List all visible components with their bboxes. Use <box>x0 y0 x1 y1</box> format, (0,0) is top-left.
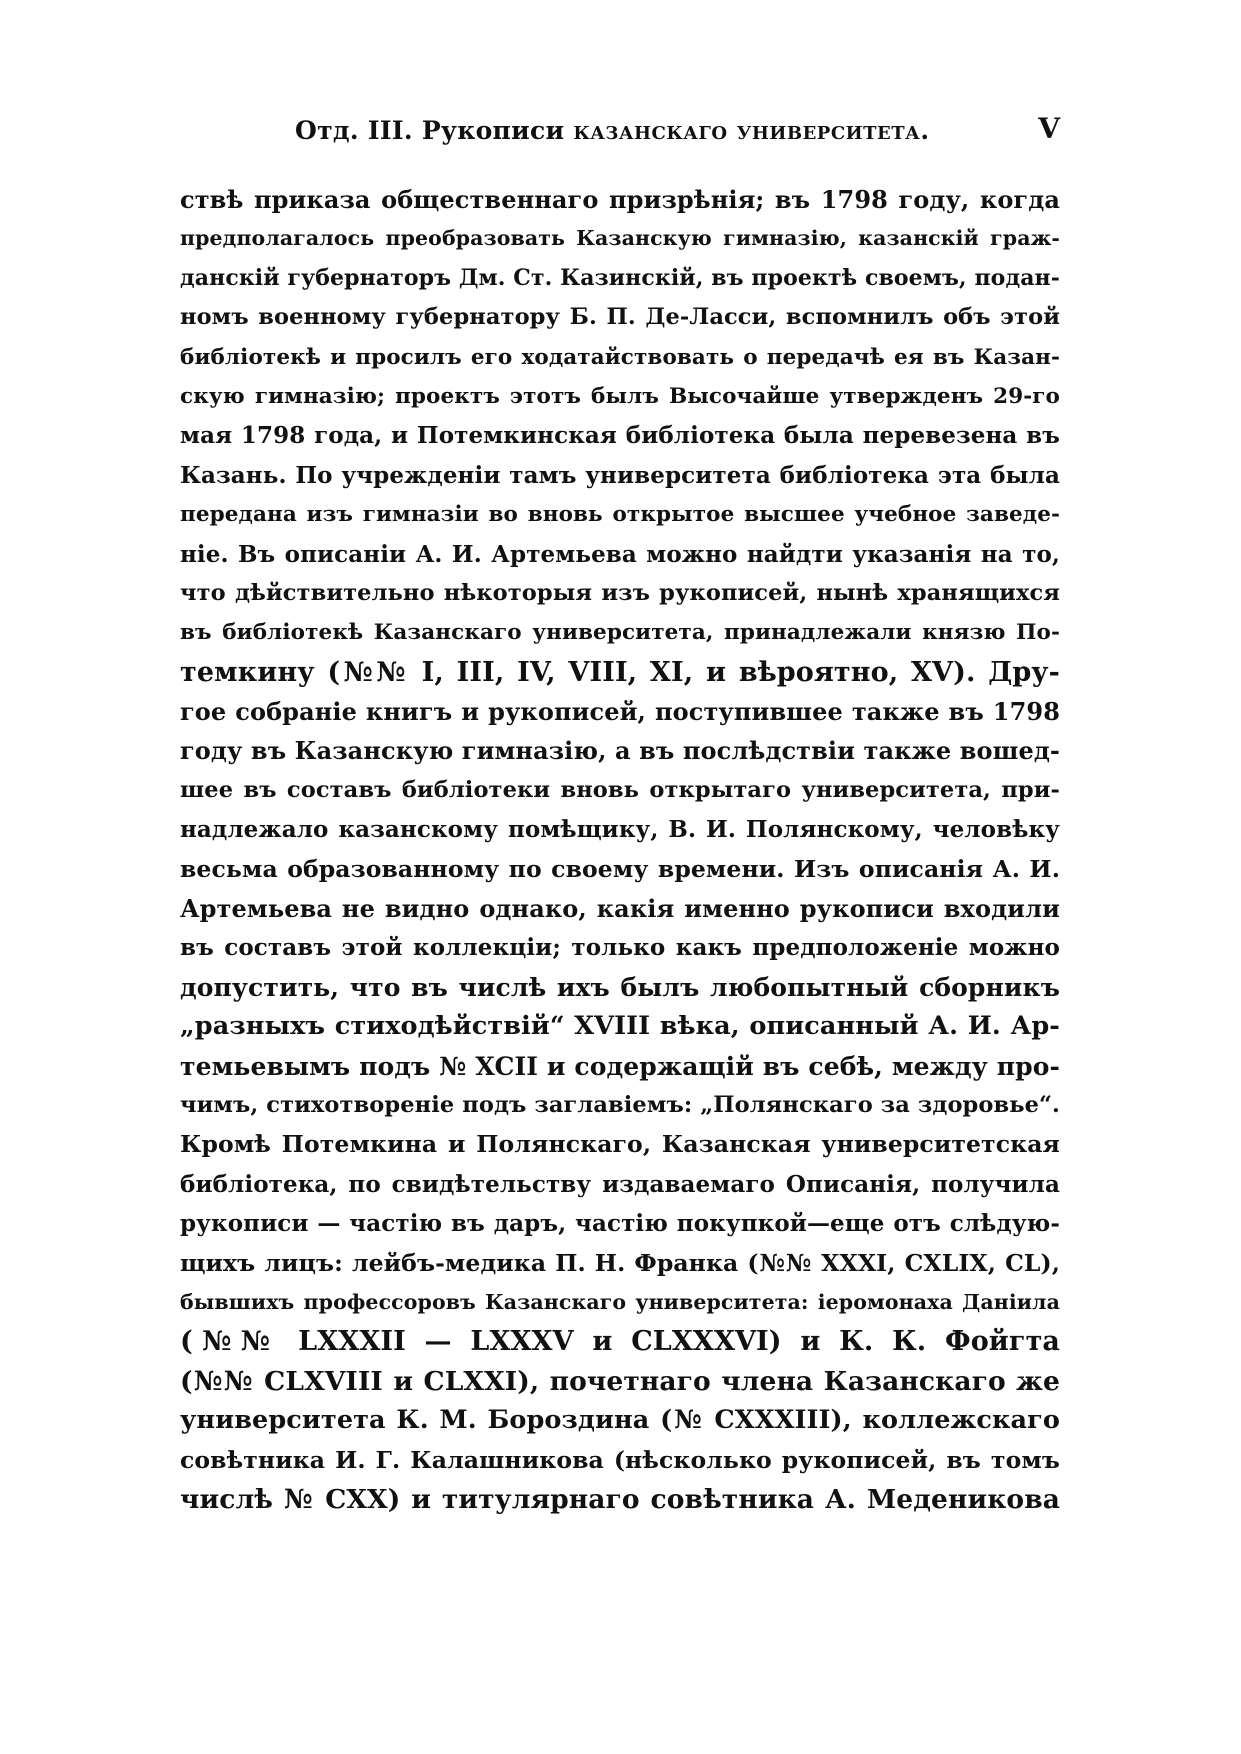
text-line: мая 1798 года, и Потемкинская библіотека была перевезена въ <box>180 422 1060 450</box>
page-number: V <box>1038 112 1060 145</box>
text-line: передана изъ гимназіи во вновь открытое высшее учебное заведе- <box>180 502 1060 528</box>
text-line: предполагалось преобразовать Казанскую гимназію, казанскій граж- <box>180 226 1060 251</box>
text-line: гое собраніе книгъ и рукописей, поступившее также въ 1798 <box>180 697 1060 727</box>
text-line: ніе. Въ описаніи А. И. Артемьева можно найдти указанія на то, <box>180 540 1060 568</box>
text-line: что дѣйствительно нѣкоторыя изъ рукописей, нынѣ хранящихся <box>180 579 1060 606</box>
text-line: Кромѣ Потемкина и Полянскаго, Казанская университетская <box>180 1130 1060 1159</box>
text-line: номъ военному губернатору Б. П. Де-Ласси, вспомнилъ объ этой <box>180 304 1060 331</box>
text-line: рукописи — частію въ даръ, частію покупкой—еще отъ слѣдую- <box>180 1210 1060 1238</box>
text-line: библіотека, по свидѣтельству издаваемаго Описанія, получила <box>180 1170 1060 1198</box>
text-line: шее въ составъ библіотеки вновь открытаго университета, при- <box>180 776 1060 803</box>
text-line: въ составъ этой коллекціи; только какъ предположеніе можно <box>180 934 1060 962</box>
text-line: совѣтника И. Г. Калашникова (нѣсколько рукописей, въ томъ <box>180 1445 1060 1474</box>
text-line: надлежало казанскому помѣщику, В. И. Полянскому, человѣку <box>180 816 1060 844</box>
text-line: (№№ LXXXII — LXXXV и CLXXXVI) и К. К. Фойгта <box>180 1326 1060 1358</box>
text-line: весьма образованному по своему времени. Изъ описанія А. И. <box>180 854 1060 883</box>
text-line: чимъ, стихотвореніе подъ заглавіемъ: „Полянскаго за здоровье“. <box>180 1091 1060 1118</box>
text-line: данскій губернаторъ Дм. Ст. Казинскій, въ проектѣ своемъ, подан- <box>180 264 1060 291</box>
text-line: темкину (№№ I, III, IV, VIII, XI, и вѣроятно, XV). Дру- <box>180 656 1060 688</box>
text-line: ствѣ приказа общественнаго призрѣнія; въ 1798 году, когда <box>180 185 1060 214</box>
text-line: числѣ № CXX) и титулярнаго совѣтника А. Меденикова <box>180 1483 1060 1515</box>
running-title <box>295 116 930 145</box>
text-line: Казань. По учрежденіи тамъ университета библіотека эта была <box>180 461 1060 489</box>
text-line: библіотекѣ и просилъ его ходатайствовать о передачѣ ея въ Казан- <box>180 344 1060 370</box>
text-line: щихъ лицъ: лейбъ-медика П. Н. Франка (№№ XXXI, CXLIX, CL), <box>180 1248 1060 1277</box>
text-line: допустить, что въ числѣ ихъ былъ любопытный сборникъ <box>180 972 1060 1002</box>
text-line: Артемьева не видно однако, какія именно рукописи входили <box>180 894 1060 924</box>
body-text <box>180 180 1060 1519</box>
running-head <box>180 112 1060 152</box>
text-line: году въ Казанскую гимназію, а въ послѣдствіи также вошед- <box>180 736 1060 766</box>
text-line: скую гимназію; проектъ этотъ былъ Высочайше утвержденъ 29-го <box>180 383 1060 409</box>
text-line: бывшихъ профессоровъ Казанскаго университета: іеромонаха Даніила <box>180 1289 1060 1314</box>
running-title-prefix: Отд. III. Рукописи <box>295 116 574 145</box>
text-line: темьевымъ подъ № XCII и содержащій въ себѣ, между про- <box>180 1051 1060 1081</box>
running-title-caps: казанскаго университета. <box>573 116 930 145</box>
text-line: университета К. М. Бороздина (№ CXXXIII), коллежскаго <box>180 1405 1060 1436</box>
text-line: въ библіотекѣ Казанскаго университета, принадлежали князю По- <box>180 620 1060 646</box>
text-line: „разныхъ стиходѣйствій“ XVIII вѣка, описанный А. И. Ар- <box>180 1011 1060 1042</box>
text-line: (№№ CLXVIII и CLXXI), почетнаго члена Казанскаго же <box>180 1365 1060 1397</box>
